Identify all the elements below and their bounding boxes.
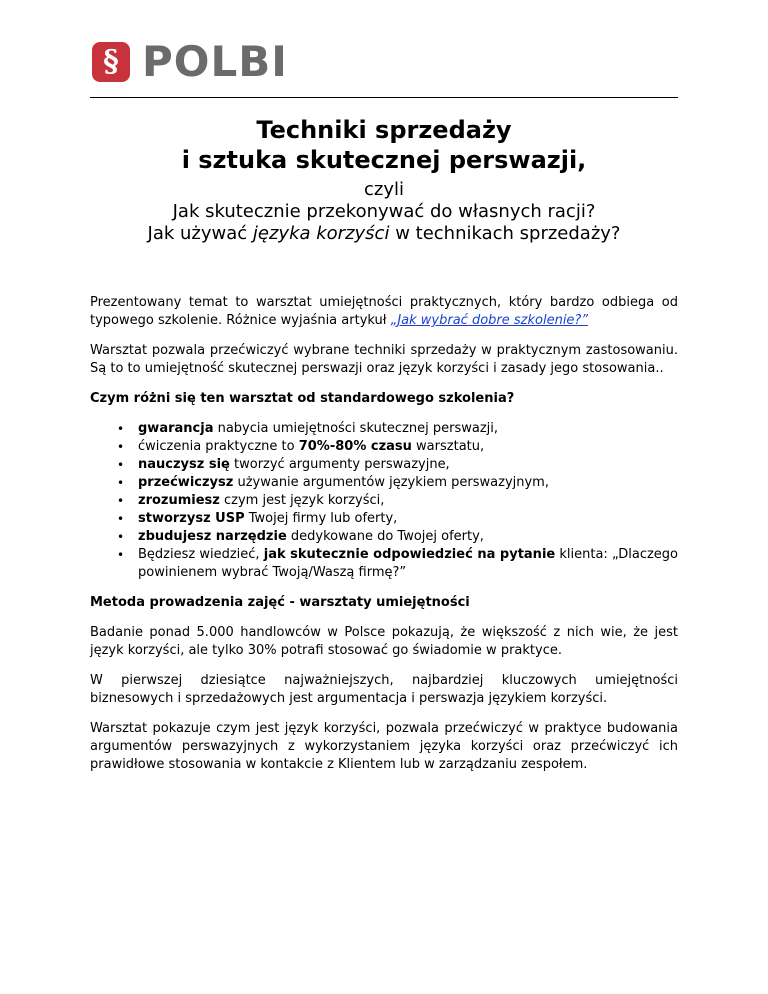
list-item: • nauczysz się tworzyć argumenty perswazyjne, (90, 456, 678, 474)
article-link[interactable]: „Jak wybrać dobre szkolenie?” (390, 313, 589, 328)
list-item: • zbudujesz narzędzie dedykowane do Twojej oferty, (90, 528, 678, 546)
feature-list (90, 420, 678, 582)
list-item: • przećwiczysz używanie argumentów językiem perswazyjnym, (90, 474, 678, 492)
subtitle-emphasis: języka korzyści (252, 223, 390, 244)
method-paragraph-1: Badanie ponad 5.000 handlowców w Polsce pokazują, że większość z nich wie, że jest język korzyści, ale tylko 30% potrafi stosować go świadomie w praktyce. (90, 625, 678, 658)
method-paragraph-2: W pierwszej dziesiątce najważniejszych, najbardziej kluczowych umiejętności biznesowych i sprzedażowych jest argumentacja i perswazja językiem korzyści. (90, 673, 678, 706)
header-divider (90, 97, 678, 98)
list-item: • Będziesz wiedzieć, jak skutecznie odpowiedzieć na pytanie klienta: „Dlaczego powinienem wybrać Twoją/Waszą firmę?” (90, 546, 678, 582)
subtitle-line-1: czyli (364, 179, 404, 200)
subtitle-line-3: Jak używać języka korzyści w technikach sprzedaży? (147, 223, 621, 244)
section-sign-icon: § (92, 42, 130, 82)
list-item: • ćwiczenia praktyczne to 70%-80% czasu warsztatu, (90, 438, 678, 456)
intro-paragraph: Prezentowany temat to warsztat umiejętności praktycznych, który bardzo odbiega od typowego szkolenie. Różnice wyjaśnia artykuł „Jak wybrać dobre szkolenie?” (90, 295, 678, 328)
logo-wordmark: POLBI (142, 37, 288, 86)
list-item: • stworzysz USP Twojej firmy lub oferty, (90, 510, 678, 528)
title-line-2: i sztuka skutecznej perswazji, (181, 146, 587, 174)
list-item: • gwarancja nabycia umiejętności skutecznej perswazji, (90, 420, 678, 438)
list-item: • zrozumiesz czym jest język korzyści, (90, 492, 678, 510)
section-heading-differences: Czym różni się ten warsztat od standardowego szkolenia? (90, 391, 515, 406)
polbi-logo (92, 37, 288, 86)
subtitle-line-2: Jak skutecznie przekonywać do własnych racji? (172, 201, 596, 222)
paragraph-2: Warsztat pozwala przećwiczyć wybrane techniki sprzedaży w praktycznym zastosowaniu. Są to to umiejętność skutecznej perswazji oraz język korzyści i zasady jego stosowania.. (90, 343, 678, 376)
section-heading-method: Metoda prowadzenia zajęć - warsztaty umiejętności (90, 595, 470, 610)
document-body (90, 294, 678, 786)
title-line-1: Techniki sprzedaży (256, 116, 512, 144)
document-title (90, 115, 678, 245)
method-paragraph-3: Warsztat pokazuje czym jest język korzyści, pozwala przećwiczyć w praktyce budowania argumentów perswazyjnych z wykorzystaniem języka korzyści oraz przećwiczyć ich prawidłowe stosowania w kontakcie z Klientem lub w zarządzaniu zespołem. (90, 721, 678, 772)
